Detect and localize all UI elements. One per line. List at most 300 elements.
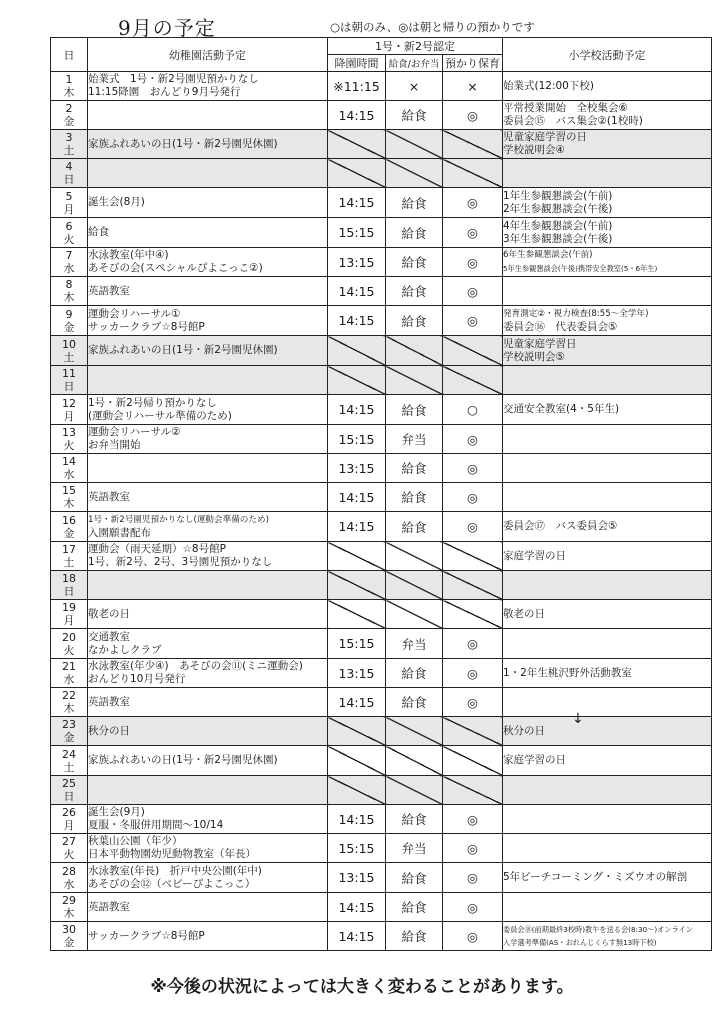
- date-number: 19: [62, 601, 76, 614]
- meal-cell: 弁当: [386, 425, 443, 454]
- date-number: 13: [62, 426, 76, 439]
- kindergarten-activity-cell: [88, 454, 328, 483]
- date-number: 17: [62, 543, 76, 556]
- activity-line: サッカークラブ☆8号館P: [88, 929, 205, 942]
- date-number: 29: [62, 894, 76, 907]
- meal-cell: [386, 746, 443, 776]
- elementary-activity-cell: [503, 863, 712, 893]
- school-activity-line: 学校説明会⑤: [503, 350, 565, 363]
- school-activity-line: 4年生参観懇談会(午前): [503, 219, 613, 232]
- elementary-activity-cell: [503, 101, 712, 130]
- schedule-row: [51, 717, 712, 746]
- day-cell: [51, 629, 88, 659]
- schedule-row: [51, 805, 712, 834]
- meal-cell: 給食: [386, 218, 443, 248]
- activity-line: 家族ふれあいの日(1号・新2号園児休園): [88, 754, 278, 766]
- school-activity-line: 交通安全教室(4・5年生): [503, 403, 620, 415]
- dismissal-time-cell: 14:15: [328, 688, 386, 717]
- header-kindergarten: 幼稚園活動予定: [88, 38, 328, 72]
- elementary-activity-cell: [503, 746, 712, 776]
- day-cell: [51, 130, 88, 159]
- date-number: 15: [62, 484, 76, 497]
- day-cell: [51, 277, 88, 306]
- meal-cell: [386, 159, 443, 188]
- daycare-cell: ◎: [443, 306, 503, 336]
- kindergarten-activity-cell: [88, 893, 328, 922]
- schedule-row: [51, 834, 712, 863]
- weekday: 土: [63, 144, 75, 157]
- weekday: 金: [63, 115, 75, 128]
- date-number: 9: [65, 307, 73, 321]
- meal-cell: [386, 717, 443, 746]
- kindergarten-activity-cell: [88, 717, 328, 746]
- weekday: 日: [63, 173, 75, 186]
- dismissal-time-cell: [328, 717, 386, 746]
- activity-line: 家族ふれあいの日(1号・新2号園児休園): [88, 137, 278, 150]
- weekday: 火: [63, 439, 75, 452]
- kindergarten-activity-cell: [88, 130, 328, 159]
- weekday: 日: [63, 380, 75, 393]
- dismissal-time-cell: 14:15: [328, 922, 386, 951]
- elementary-activity-cell: [503, 717, 712, 746]
- meal-cell: 給食: [386, 805, 443, 834]
- school-activity-line: 始業式(12:00下校): [503, 79, 594, 92]
- kindergarten-activity-cell: [88, 688, 328, 717]
- elementary-activity-cell: [503, 922, 712, 951]
- date-number: 27: [62, 835, 76, 848]
- dismissal-time-cell: ※11:15: [328, 72, 386, 101]
- date-number: 3: [65, 131, 73, 144]
- kindergarten-activity-cell: [88, 101, 328, 130]
- meal-cell: 給食: [386, 248, 443, 277]
- daycare-cell: [443, 600, 503, 629]
- header-dismissal-time: 降園時間: [328, 55, 386, 72]
- activity-line: 水泳教室(年中④): [88, 249, 169, 261]
- weekday: 水: [63, 673, 75, 686]
- kindergarten-activity-cell: [88, 600, 328, 629]
- meal-cell: 給食: [386, 277, 443, 306]
- kindergarten-activity-cell: [88, 366, 328, 395]
- elementary-activity-cell: [503, 571, 712, 600]
- date-number: 20: [62, 630, 76, 644]
- daycare-cell: [443, 542, 503, 571]
- day-cell: [51, 834, 88, 863]
- elementary-activity-cell: [503, 659, 712, 688]
- weekday: 日: [63, 790, 75, 803]
- meal-cell: [386, 542, 443, 571]
- elementary-activity-cell: [503, 893, 712, 922]
- daycare-cell: [443, 571, 503, 600]
- activity-line: 1号・新2号帰り預かりなし: [88, 396, 217, 409]
- activity-line: 1号・新2号園児預かりなし(運動会準備のため): [88, 514, 269, 525]
- school-activity-line: 5年生参観懇談会(午後)携帯安全教室(5・6年生): [503, 264, 658, 273]
- activity-line: 敬老の日: [88, 607, 130, 620]
- meal-cell: [386, 571, 443, 600]
- kindergarten-activity-cell: [88, 483, 328, 512]
- dismissal-time-cell: 14:15: [328, 101, 386, 130]
- meal-cell: 給食: [386, 922, 443, 951]
- dismissal-time-cell: 14:15: [328, 805, 386, 834]
- daycare-cell: ◎: [443, 101, 503, 130]
- day-cell: [51, 805, 88, 834]
- dismissal-time-cell: 13:15: [328, 863, 386, 893]
- activity-line: 入園願書配布: [88, 526, 151, 539]
- weekday: 木: [63, 907, 75, 920]
- daycare-cell: ◎: [443, 659, 503, 688]
- meal-cell: 給食: [386, 512, 443, 542]
- meal-cell: 弁当: [386, 834, 443, 863]
- daycare-cell: [443, 746, 503, 776]
- dismissal-time-cell: 15:15: [328, 834, 386, 863]
- dismissal-time-cell: [328, 336, 386, 366]
- school-activity-line: 委員会⑰ バス委員会⑤: [503, 520, 618, 532]
- weekday: 月: [63, 819, 75, 832]
- school-activity-line: 児童家庭学習の日: [503, 131, 587, 143]
- date-number: 11: [62, 367, 76, 380]
- school-activity-line: 児童家庭学習日: [503, 337, 577, 350]
- schedule-row: [51, 277, 712, 306]
- daycare-cell: ○: [443, 395, 503, 425]
- meal-cell: 給食: [386, 863, 443, 893]
- date-number: 14: [62, 455, 76, 468]
- elementary-activity-cell: [503, 776, 712, 805]
- daycare-cell: ◎: [443, 893, 503, 922]
- elementary-activity-cell: [503, 336, 712, 366]
- date-number: 26: [62, 806, 76, 819]
- activity-line: 英語教室: [88, 490, 130, 503]
- elementary-activity-cell: [503, 218, 712, 248]
- dismissal-time-cell: 14:15: [328, 277, 386, 306]
- day-cell: [51, 306, 88, 336]
- date-number: 30: [62, 923, 76, 936]
- activity-line: 11:15降園 おんどり9月号発行: [88, 86, 241, 98]
- date-number: 18: [62, 572, 76, 585]
- date-number: 16: [62, 513, 76, 527]
- meal-cell: [386, 600, 443, 629]
- daycare-cell: ◎: [443, 688, 503, 717]
- elementary-activity-cell: [503, 629, 712, 659]
- kindergarten-activity-cell: [88, 188, 328, 218]
- daycare-cell: ◎: [443, 277, 503, 306]
- kindergarten-activity-cell: [88, 277, 328, 306]
- activity-line: あそびの会⑫（ベビーぴよこっこ）: [88, 877, 256, 890]
- elementary-activity-cell: [503, 600, 712, 629]
- weekday: 木: [63, 291, 75, 304]
- day-cell: [51, 159, 88, 188]
- activity-line: 英語教室: [88, 695, 130, 708]
- meal-cell: 給食: [386, 483, 443, 512]
- dismissal-time-cell: [328, 366, 386, 395]
- daycare-cell: [443, 366, 503, 395]
- activity-line: おんどり10月号発行: [88, 673, 186, 685]
- weekday: 火: [63, 643, 75, 657]
- day-cell: [51, 248, 88, 277]
- kindergarten-activity-cell: [88, 922, 328, 951]
- kindergarten-activity-cell: [88, 395, 328, 425]
- date-number: 5: [65, 189, 73, 203]
- kindergarten-activity-cell: [88, 542, 328, 571]
- day-cell: [51, 101, 88, 130]
- schedule-row: [51, 306, 712, 336]
- weekday: 木: [63, 702, 75, 715]
- daycare-cell: [443, 159, 503, 188]
- meal-cell: 給食: [386, 306, 443, 336]
- dismissal-time-cell: 15:15: [328, 218, 386, 248]
- dismissal-time-cell: [328, 776, 386, 805]
- school-activity-line: 平常授業開始 全校集会⑥: [503, 102, 628, 114]
- school-activity-line: 発育測定②・視力検査(8:55～全学年): [503, 308, 649, 319]
- date-number: 2: [65, 102, 73, 115]
- header-elementary: 小学校活動予定: [503, 38, 712, 72]
- schedule-row: [51, 483, 712, 512]
- kindergarten-activity-cell: [88, 863, 328, 893]
- day-cell: [51, 72, 88, 101]
- kindergarten-activity-cell: [88, 746, 328, 776]
- day-cell: [51, 893, 88, 922]
- school-activity-line: 入学選考準備(AS・おれんじくらす無13時下校): [503, 938, 657, 947]
- daycare-cell: ◎: [443, 629, 503, 659]
- schedule-row: [51, 893, 712, 922]
- date-number: 6: [65, 219, 73, 233]
- footer-note: ※今後の状況によっては大きく変わることがあります。: [150, 977, 574, 997]
- header-meal: 給食/お弁当: [386, 55, 443, 72]
- daycare-cell: ◎: [443, 188, 503, 218]
- meal-cell: 給食: [386, 395, 443, 425]
- elementary-activity-cell: [503, 277, 712, 306]
- date-number: 4: [65, 160, 73, 173]
- schedule-row: [51, 571, 712, 600]
- activity-line: 秋分の日: [88, 724, 130, 737]
- school-activity-line: 3年生参観懇談会(午後): [503, 232, 613, 245]
- activity-line: 水泳教室(年長) 折戸中央公園(年中): [88, 864, 262, 877]
- day-cell: [51, 717, 88, 746]
- weekday: 金: [63, 936, 75, 949]
- date-number: 22: [62, 689, 76, 702]
- dismissal-time-cell: 14:15: [328, 306, 386, 336]
- kindergarten-activity-cell: [88, 512, 328, 542]
- school-activity-line: 委員会⑯ 代表委員会⑤: [503, 320, 618, 333]
- meal-cell: [386, 336, 443, 366]
- dismissal-time-cell: 13:15: [328, 248, 386, 277]
- dismissal-time-cell: 14:15: [328, 395, 386, 425]
- elementary-activity-cell: [503, 159, 712, 188]
- kindergarten-activity-cell: [88, 72, 328, 101]
- date-number: 23: [62, 718, 76, 731]
- weekday: 日: [63, 585, 75, 598]
- activity-line: 誕生会(8月): [88, 196, 145, 208]
- kindergarten-activity-cell: [88, 629, 328, 659]
- kindergarten-activity-cell: [88, 571, 328, 600]
- schedule-row: [51, 425, 712, 454]
- kindergarten-activity-cell: [88, 159, 328, 188]
- meal-cell: [386, 130, 443, 159]
- schedule-row: [51, 600, 712, 629]
- daycare-cell: ◎: [443, 483, 503, 512]
- activity-line: サッカークラブ☆8号館P: [88, 320, 205, 333]
- kindergarten-activity-cell: [88, 218, 328, 248]
- day-cell: [51, 218, 88, 248]
- day-cell: [51, 922, 88, 951]
- weekday: 土: [63, 760, 75, 774]
- daycare-cell: ◎: [443, 805, 503, 834]
- activity-line: 家族ふれあいの日(1号・新2号園児休園): [88, 344, 278, 356]
- school-activity-line: 秋分の日: [503, 724, 545, 737]
- daycare-cell: [443, 336, 503, 366]
- meal-cell: 給食: [386, 688, 443, 717]
- school-activity-line: 学校説明会④: [503, 144, 565, 156]
- schedule-row: [51, 395, 712, 425]
- school-activity-line: 5年ビーチコーミング・ミズウオの解剖: [503, 871, 688, 883]
- elementary-activity-cell: [503, 248, 712, 277]
- elementary-activity-cell: [503, 805, 712, 834]
- dismissal-time-cell: 13:15: [328, 659, 386, 688]
- date-number: 12: [62, 396, 76, 410]
- weekday: 火: [63, 232, 75, 246]
- day-cell: [51, 688, 88, 717]
- daycare-cell: ◎: [443, 425, 503, 454]
- weekday: 月: [63, 409, 75, 423]
- school-activity-line: 6年生参観懇談会(午前): [503, 250, 593, 260]
- weekday: 金: [63, 526, 75, 540]
- kindergarten-activity-cell: [88, 248, 328, 277]
- elementary-activity-cell: [503, 366, 712, 395]
- daycare-cell: ×: [443, 72, 503, 101]
- activity-line: あそびの会(スペシャルぴよこっこ②): [88, 262, 263, 274]
- daycare-cell: ◎: [443, 863, 503, 893]
- weekday: 土: [63, 556, 75, 569]
- kindergarten-activity-cell: [88, 336, 328, 366]
- activity-line: 英語教室: [88, 284, 130, 297]
- dismissal-time-cell: [328, 130, 386, 159]
- schedule-row: [51, 922, 712, 951]
- elementary-activity-cell: [503, 834, 712, 863]
- day-cell: [51, 571, 88, 600]
- meal-cell: 給食: [386, 659, 443, 688]
- elementary-activity-cell: [503, 130, 712, 159]
- meal-cell: 弁当: [386, 629, 443, 659]
- day-cell: [51, 395, 88, 425]
- date-number: 1: [65, 73, 73, 86]
- kindergarten-activity-cell: [88, 834, 328, 863]
- dismissal-time-cell: 14:15: [328, 512, 386, 542]
- activity-line: 1号、新2号、2号、3号園児預かりなし: [88, 556, 273, 568]
- continuation-arrow-icon: ↓: [572, 711, 584, 727]
- date-number: 21: [62, 660, 76, 673]
- meal-cell: [386, 776, 443, 805]
- meal-cell: [386, 366, 443, 395]
- dismissal-time-cell: 15:15: [328, 629, 386, 659]
- schedule-row: [51, 659, 712, 688]
- elementary-activity-cell: [503, 542, 712, 571]
- weekday: 火: [63, 848, 75, 861]
- weekday: 水: [63, 877, 75, 891]
- schedule-row: [51, 188, 712, 218]
- header-daycare: 預かり保育: [443, 55, 503, 72]
- schedule-row: [51, 454, 712, 483]
- schedule-row: [51, 130, 712, 159]
- weekday: 木: [63, 497, 75, 510]
- daycare-cell: [443, 717, 503, 746]
- schedule-row: [51, 366, 712, 395]
- schedule-row: [51, 776, 712, 805]
- schedule-row: [51, 218, 712, 248]
- activity-line: お弁当開始: [88, 439, 141, 451]
- day-cell: [51, 483, 88, 512]
- schedule-row: [51, 629, 712, 659]
- day-cell: [51, 425, 88, 454]
- kindergarten-activity-cell: [88, 306, 328, 336]
- day-cell: [51, 600, 88, 629]
- daycare-cell: ◎: [443, 512, 503, 542]
- school-activity-line: 1・2年生桃沢野外活動教室: [503, 666, 632, 679]
- activity-line: 水泳教室(年少④) あそびの会⑪(ミニ運動会): [88, 660, 303, 672]
- weekday: 水: [63, 262, 75, 275]
- daycare-cell: ◎: [443, 248, 503, 277]
- page-title: 9月の予定: [118, 16, 216, 40]
- dismissal-time-cell: [328, 746, 386, 776]
- elementary-activity-cell: [503, 188, 712, 218]
- date-number: 8: [65, 278, 73, 291]
- schedule-row: [51, 336, 712, 366]
- activity-line: なかよしクラブ: [88, 643, 162, 656]
- dismissal-time-cell: [328, 600, 386, 629]
- day-cell: [51, 336, 88, 366]
- date-number: 10: [62, 337, 76, 351]
- schedule-row: [51, 542, 712, 571]
- activity-line: (運動会リハーサル準備のため): [88, 409, 232, 422]
- dismissal-time-cell: 14:15: [328, 893, 386, 922]
- school-activity-line: 家庭学習の日: [503, 549, 566, 562]
- activity-line: 始業式 1号・新2号園児預かりなし: [88, 73, 259, 85]
- school-activity-line: 委員会⑱(前期最終3校時)教午を送る会(8:30～)オンライン: [503, 925, 693, 934]
- dismissal-time-cell: 14:15: [328, 188, 386, 218]
- elementary-activity-cell: [503, 395, 712, 425]
- day-cell: [51, 454, 88, 483]
- elementary-activity-cell: [503, 483, 712, 512]
- elementary-activity-cell: [503, 454, 712, 483]
- elementary-activity-cell: [503, 688, 712, 717]
- activity-line: 運動会リハーサル①: [88, 307, 181, 320]
- date-number: 28: [62, 864, 76, 878]
- day-cell: [51, 512, 88, 542]
- kindergarten-activity-cell: [88, 776, 328, 805]
- school-activity-line: 家庭学習の日: [503, 754, 566, 766]
- day-cell: [51, 366, 88, 395]
- kindergarten-activity-cell: [88, 425, 328, 454]
- meal-cell: 給食: [386, 188, 443, 218]
- dismissal-time-cell: [328, 542, 386, 571]
- schedule-row: [51, 248, 712, 277]
- schedule-row: [51, 159, 712, 188]
- header-certification-group: 1号・新2号認定: [328, 38, 503, 55]
- date-number: 25: [62, 777, 76, 790]
- daycare-cell: ◎: [443, 922, 503, 951]
- weekday: 月: [63, 202, 75, 216]
- weekday: 月: [63, 614, 75, 627]
- weekday: 土: [63, 350, 75, 364]
- school-activity-line: 1年生参観懇談会(午前): [503, 189, 613, 202]
- activity-line: 誕生会(9月): [88, 806, 145, 818]
- day-cell: [51, 776, 88, 805]
- dismissal-time-cell: [328, 571, 386, 600]
- meal-cell: 給食: [386, 101, 443, 130]
- elementary-activity-cell: [503, 72, 712, 101]
- schedule-row: [51, 101, 712, 130]
- daycare-cell: ◎: [443, 454, 503, 483]
- schedule-table: [50, 37, 712, 951]
- daycare-cell: [443, 776, 503, 805]
- weekday: 水: [63, 468, 75, 481]
